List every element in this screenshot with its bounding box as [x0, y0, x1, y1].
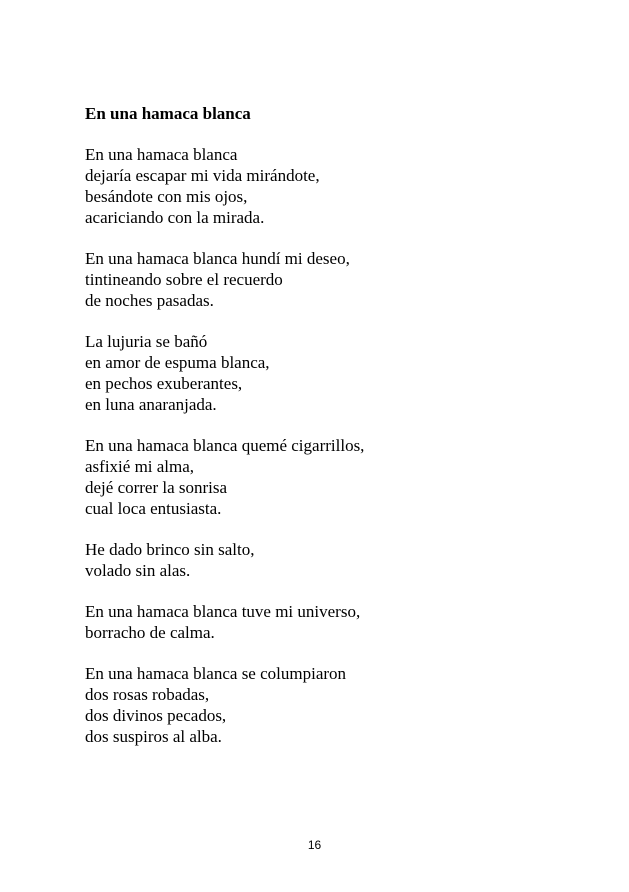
- poem-line: asfixié mi alma,: [85, 457, 195, 476]
- poem-line: borracho de calma.: [85, 623, 215, 642]
- stanza-3: [85, 331, 605, 415]
- poem-line: dos rosas robadas,: [85, 685, 210, 704]
- poem-line: dejé correr la sonrisa: [85, 478, 228, 497]
- poem-line: En una hamaca blanca se columpiaron: [85, 664, 347, 683]
- poem-line: tintineando sobre el recuerdo: [85, 270, 283, 289]
- poem-line: En una hamaca blanca: [85, 145, 238, 164]
- poem-line: en pechos exuberantes,: [85, 374, 243, 393]
- stanza-7: [85, 663, 605, 747]
- stanza-2: [85, 248, 605, 311]
- poem-title: En una hamaca blanca: [85, 104, 251, 123]
- poem-line: de noches pasadas.: [85, 291, 214, 310]
- poem-line: en luna anaranjada.: [85, 395, 217, 414]
- poem-line: En una hamaca blanca quemé cigarrillos,: [85, 436, 365, 455]
- poem-line: En una hamaca blanca hundí mi deseo,: [85, 249, 350, 268]
- stanza-5: [85, 539, 605, 581]
- poem-line: dos suspiros al alba.: [85, 727, 222, 746]
- poem-line: cual loca entusiasta.: [85, 499, 222, 518]
- stanza-6: [85, 601, 605, 643]
- poem-line: besándote con mis ojos,: [85, 187, 248, 206]
- page-number: 16: [307, 838, 322, 852]
- poem-line: acariciando con la mirada.: [85, 208, 265, 227]
- poem-line: volado sin alas.: [85, 561, 191, 580]
- poem-line: dos divinos pecados,: [85, 706, 227, 725]
- stanza-4: [85, 435, 605, 519]
- poem: [85, 103, 605, 767]
- poem-line: dejaría escapar mi vida mirándote,: [85, 166, 320, 185]
- poem-line: en amor de espuma blanca,: [85, 353, 270, 372]
- poem-line: He dado brinco sin salto,: [85, 540, 255, 559]
- stanza-1: [85, 144, 605, 228]
- poem-line: La lujuria se bañó: [85, 332, 208, 351]
- poem-line: En una hamaca blanca tuve mi universo,: [85, 602, 361, 621]
